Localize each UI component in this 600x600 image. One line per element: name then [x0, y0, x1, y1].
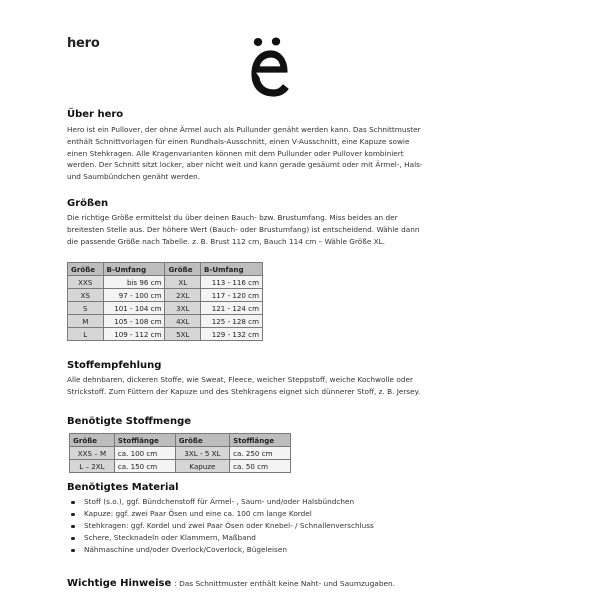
- sizes-heading: Größen: [67, 198, 109, 209]
- material-list: [67, 496, 374, 556]
- size-cell: Kapuze: [175, 460, 229, 473]
- fabric-heading: Stoffempfehlung: [67, 360, 162, 371]
- about-heading: Über hero: [67, 109, 124, 120]
- size-header-cell: B-Umfang: [103, 263, 165, 276]
- page-title: hero: [67, 36, 100, 51]
- size-header-cell: B-Umfang: [201, 263, 263, 276]
- about-text: [67, 124, 537, 183]
- size-header-cell: Größe: [68, 263, 104, 276]
- size-cell: XXS – M: [70, 447, 115, 460]
- sizes-text: [67, 212, 537, 247]
- list-item: [67, 508, 374, 520]
- measure-cell: 105 - 108 cm: [103, 315, 165, 328]
- size-cell: XS: [68, 289, 104, 302]
- bullet-icon: [71, 501, 75, 505]
- list-item-text: Stehkragen: ggf. Kordel und zwei Paar Ösen oder Knebel- / Schnallenverschluss: [84, 521, 374, 530]
- size-cell: L: [68, 328, 104, 341]
- amount-table-header: [70, 434, 291, 447]
- fabric-amount-table: [69, 433, 291, 473]
- length-cell: ca. 250 cm: [230, 447, 291, 460]
- list-item-text: Stoff (s.o.), ggf. Bündchenstoff für Ärmel- , Saum- und/oder Halsbündchen: [84, 497, 355, 506]
- e-umlaut-logo: [245, 34, 297, 100]
- measure-cell: bis 96 cm: [103, 276, 165, 289]
- sizes-line: die passende Größe nach Tabelle. z. B. Brust 112 cm, Bauch 114 cm – Wähle Größe XL.: [67, 236, 386, 246]
- list-item: [67, 532, 374, 544]
- length-cell: ca. 50 cm: [230, 460, 291, 473]
- about-line: einen Stehkragen. Alle Kragenvarianten können mit dem Pullunder oder Pullover kombiniert: [67, 148, 404, 158]
- list-item: [67, 496, 374, 508]
- fabric-line: Alle dehnbaren, dickeren Stoffe, wie Sweat, Fleece, weicher Steppstoff, weiche Kochwolle oder: [67, 375, 413, 384]
- material-heading: Benötigtes Material: [67, 482, 179, 493]
- measure-cell: 117 - 120 cm: [201, 289, 263, 302]
- size-cell: 4XL: [165, 315, 201, 328]
- about-line: und Saumbündchen genäht werden.: [67, 172, 201, 182]
- size-cell: XXS: [68, 276, 104, 289]
- list-item: [67, 544, 374, 556]
- size-cell: XL: [165, 276, 201, 289]
- size-table-row: [68, 302, 263, 315]
- size-table: [67, 262, 263, 341]
- note-heading: Wichtige Hinweise: [67, 578, 172, 589]
- amount-table-row: [70, 447, 291, 460]
- size-table-row: [68, 289, 263, 302]
- sizes-line: Die richtige Größe ermittelst du über deinen Bauch- bzw. Brustumfang. Miss beides an der: [67, 213, 398, 222]
- fabric-text: [67, 374, 547, 398]
- list-item: [67, 520, 374, 532]
- size-table-header: [68, 263, 263, 276]
- amount-heading: Benötigte Stoffmenge: [67, 416, 192, 427]
- amount-table-row: [70, 460, 291, 473]
- sizes-line: breitesten Stelle aus. Der höhere Wert (Bauch- oder Brustumfang) ist entscheidend. Wähle dann: [67, 224, 420, 234]
- amount-header-cell: Größe: [70, 434, 115, 447]
- measure-cell: 129 - 132 cm: [201, 328, 263, 341]
- amount-header-cell: Stofflänge: [230, 434, 291, 447]
- size-table-row: [68, 276, 263, 289]
- bullet-icon: [71, 525, 75, 529]
- measure-cell: 125 - 128 cm: [201, 315, 263, 328]
- measure-cell: 109 - 112 cm: [103, 328, 165, 341]
- list-item-text: Schere, Stecknadeln oder Klammern, Maßband: [84, 533, 256, 542]
- amount-header-cell: Stofflänge: [114, 434, 175, 447]
- size-cell: 3XL: [165, 302, 201, 315]
- bullet-icon: [71, 537, 75, 541]
- size-cell: 5XL: [165, 328, 201, 341]
- size-header-cell: Größe: [165, 263, 201, 276]
- list-item-text: Nähmaschine und/oder Overlock/Coverlock, Bügeleisen: [84, 545, 287, 554]
- size-cell: M: [68, 315, 104, 328]
- measure-cell: 113 - 116 cm: [201, 276, 263, 289]
- important-note: [67, 578, 395, 589]
- size-cell: L – 2XL: [70, 460, 115, 473]
- about-line: enthält Schnittvorlagen für einen Rundhals-Ausschnitt, einen V-Ausschnitt, eine Kapuze sowie: [67, 136, 410, 146]
- amount-header-cell: Größe: [175, 434, 229, 447]
- fabric-line: Strickstoff. Zum Füttern der Kapuze und des Stehkragens eignet sich dünnerer Stoff, z. B. Jersey.: [67, 386, 421, 396]
- about-line: Hero ist ein Pullover, der ohne Ärmel auch als Pullunder genäht werden kann. Das Schnittmuster: [67, 125, 421, 134]
- list-item-text: Kapuze: ggf. zwei Paar Ösen und eine ca. 100 cm lange Kordel: [84, 509, 312, 518]
- measure-cell: 97 - 100 cm: [103, 289, 165, 302]
- note-text: : Das Schnittmuster enthält keine Naht- und Saumzugaben.: [174, 579, 396, 588]
- size-cell: 3XL - 5 XL: [175, 447, 229, 460]
- size-cell: S: [68, 302, 104, 315]
- about-line: werden. Der Schnitt sitzt locker, aber nicht weit und kann gerade gesäumt oder mit Ärmel-, Hals-: [67, 160, 423, 170]
- size-table-row: [68, 328, 263, 341]
- measure-cell: 101 - 104 cm: [103, 302, 165, 315]
- measure-cell: 121 - 124 cm: [201, 302, 263, 315]
- length-cell: ca. 150 cm: [114, 460, 175, 473]
- size-table-row: [68, 315, 263, 328]
- length-cell: ca. 100 cm: [114, 447, 175, 460]
- bullet-icon: [71, 549, 75, 553]
- size-cell: 2XL: [165, 289, 201, 302]
- bullet-icon: [71, 513, 75, 517]
